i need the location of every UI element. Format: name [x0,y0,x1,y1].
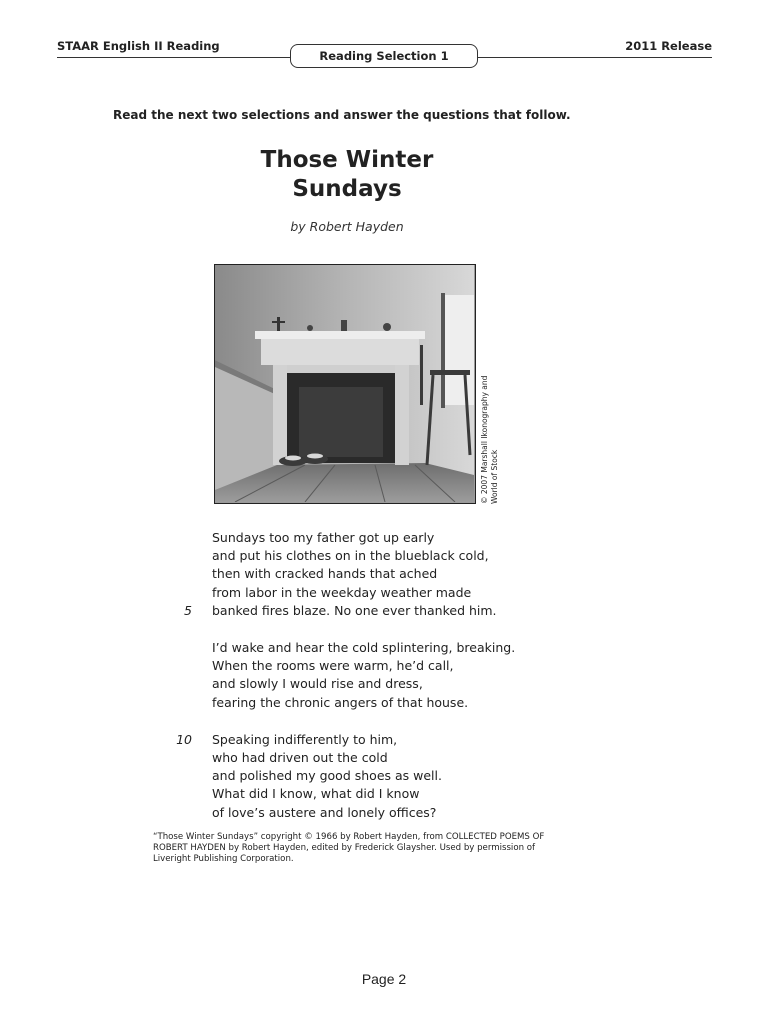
poem-line [212,657,515,675]
poem-line [212,785,515,803]
poem-line-text: banked fires blaze. No one ever thanked him. [212,602,497,618]
stanza-1 [184,529,515,620]
poem-line [212,675,515,693]
poem-line-text: What did I know, what did I know [212,786,420,802]
poem-title-line-2: Sundays [292,176,402,202]
stanza-3 [176,731,515,822]
poem-line-text: who had driven out the cold [212,750,388,766]
poem-line [184,602,515,620]
poem-line-text: and put his clothes on in the blueblack cold, [212,548,489,564]
poem-line-text: of love’s austere and lonely offices? [212,804,437,820]
poem-body [176,529,516,822]
poem-line-text: fearing the chronic angers of that house. [212,694,469,710]
instruction-text: Read the next two selections and answer the questions that follow. [113,108,571,122]
line-number: 10 [176,731,192,747]
poem-line [212,804,515,822]
poem-line-text: Speaking indifferently to him, [212,731,398,747]
poem-line-text: and polished my good shoes as well. [212,768,442,784]
poem-line-text: Sundays too my father got up early [212,530,435,545]
reading-selection-tab: Reading Selection 1 [290,44,478,68]
poem-line [212,694,515,712]
fireplace-image [215,265,474,502]
poem-line-text: then with cracked hands that ached [212,566,438,582]
line-number: 5 [184,602,192,618]
poem-line-text: I’d wake and hear the cold splintering, breaking. [212,640,516,656]
poem-title [0,146,694,204]
copyright-notice: “Those Winter Sundays” copyright © 1966 by Robert Hayden, from COLLECTED POEMS OF ROBERT HAYDEN by Robert Hayden, edited by Frederick Glaysher. Used by permission of Liveright Publishing Corporation. [153,832,545,865]
poem-title-line-1: Those Winter [260,147,434,173]
poem-line [176,731,515,749]
poem-byline: by Robert Hayden [290,219,404,234]
poem-line [212,565,515,583]
stanza-2 [212,639,515,712]
poem-line-text: from labor in the weekday weather made [212,584,472,600]
poem-line-text: and slowly I would rise and dress, [212,676,423,692]
fireplace-photo [214,264,476,504]
poem-line [212,547,515,565]
header-release: 2011 Release [625,39,712,53]
page-number: Page 2 [361,971,407,987]
photo-credit: © 2007 Marshall Ikonography and World of Stock [480,375,499,504]
header-subject: STAAR English II Reading [57,39,220,53]
poem-line [212,584,515,602]
poem-line [212,749,515,767]
poem-line-text: When the rooms were warm, he’d call, [212,658,454,674]
poem-line [212,639,515,657]
poem-line [212,767,515,785]
poem-line [212,529,515,547]
